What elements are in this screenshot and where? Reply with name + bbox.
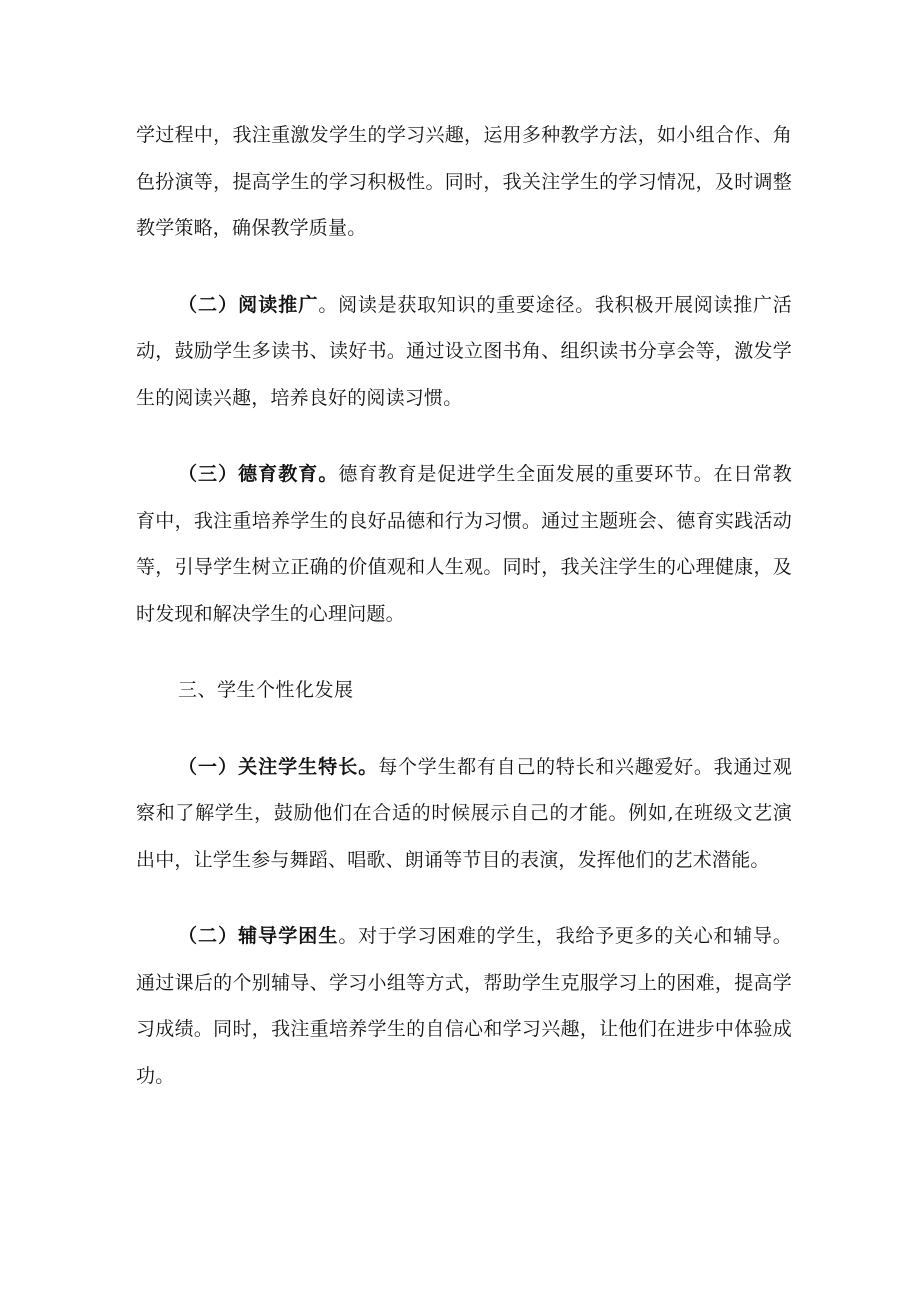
subheading-reading-promotion: （二）阅读推广	[178, 293, 319, 316]
paragraph-text: 学过程中，我注重激发学生的学习兴趣，运用多种教学方法，如小组合作、角色扮演等，提高学生的学习积极性。同时，我关注学生的学习情况，及时调整教学策略，确保教学质量。	[136, 124, 792, 239]
paragraph-text: 每个学生都有自己的特长和兴趣爱好。我通过观察和了解学生，鼓励他们在合适的时候展示自己的才能。例如,在班级文艺演出中，让学生参与舞蹈、唱歌、朗诵等节目的表演，发挥他们的艺术潜能。	[136, 755, 792, 871]
paragraph-text: 德育教育是促进学生全面发展的重要环节。在日常教育中，我注重培养学生的良好品德和行为习惯。通过主题班会、德育实践活动等，引导学生树立正确的价值观和人生观。同时，我关注学生的心理健康，及时发现和解决学生的心理问题。	[136, 463, 792, 625]
subheading-tutoring-struggling-students: （二）辅导学困生	[178, 925, 339, 947]
paragraph-tutoring-struggling-students	[136, 913, 792, 1099]
document-body	[136, 112, 792, 1099]
paragraph-text: 。阅读是获取知识的重要途径。我积极开展阅读推广活动，鼓励学生多读书、读好书。通过设立图书角、组织读书分享会等，激发学生的阅读兴趣，培养良好的阅读习惯。	[136, 293, 792, 409]
paragraph-student-talents	[136, 744, 792, 884]
subheading-student-talents: （一）关注学生特长。	[178, 755, 379, 778]
paragraph-reading-promotion	[136, 282, 792, 422]
paragraph-text: 。对于学习困难的学生，我给予更多的关心和辅导。通过课后的个别辅导、学习小组等方式，帮助学生克服学习上的困难，提高学习成绩。同时，我注重培养学生的自信心和学习兴趣，让他们在进步中体验成功。	[136, 925, 792, 1087]
paragraph-teaching-continued	[136, 112, 792, 252]
section-title-personalized-development: 三、学生个性化发展	[178, 679, 354, 701]
subheading-moral-education: （三）德育教育。	[178, 463, 339, 485]
paragraph-moral-education	[136, 451, 792, 637]
